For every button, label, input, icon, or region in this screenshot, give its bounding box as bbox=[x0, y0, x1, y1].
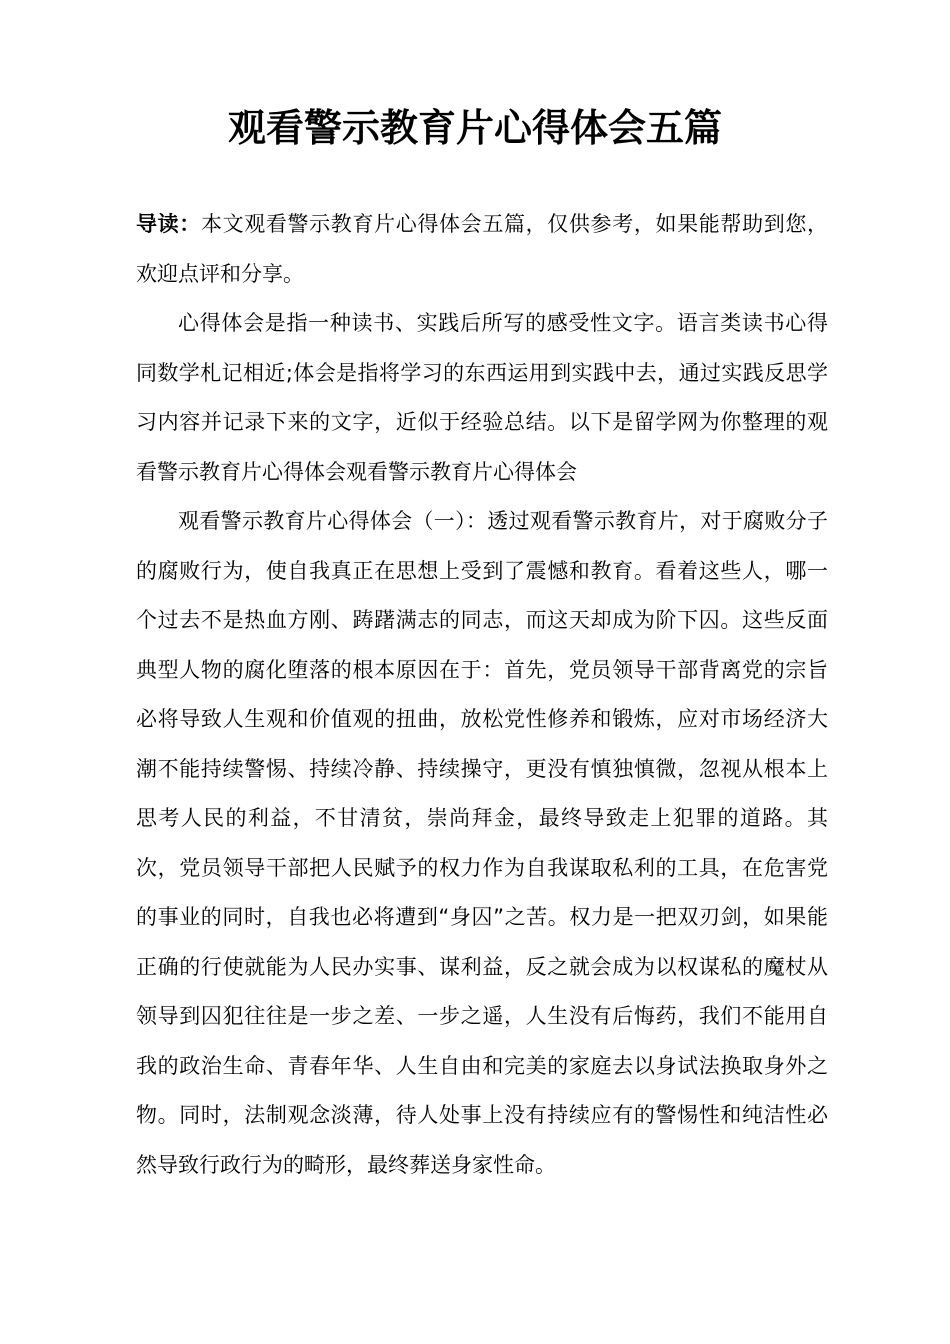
document-title: 观看警示教育片心得体会五篇 bbox=[227, 106, 722, 150]
paragraph-part-one: 观看警示教育片心得体会（一）：透过观看警示教育片，对于腐败分子的腐败行为，使自我真正在思想上受到了震憾和教育。看着这些人，哪一个过去不是热血方刚、踌躇满志的同志，而这天却成为阶下囚。这些反面典型人物的腐化堕落的根本原因在于：首先，党员领导干部背离党的宗旨必将导致人生观和价值观的扭曲，放松党性修养和锻炼，应对市场经济大潮不能持续警惕、持续冷静、持续操守，更没有慎独慎微，忽视从根本上思考人民的利益，不甘清贫，崇尚拜金，最终导致走上犯罪的道路。其次，党员领导干部把人民赋予的权力作为自我谋取私利的工具，在危害党的事业的同时，自我也必将遭到“身囚”之苦。权力是一把双刃剑，如果能正确的行使就能为人民办实事、谋利益，反之就会成为以权谋私的魔杖从领导到囚犯往往是一步之差、一步之遥，人生没有后悔药，我们不能用自我的政治生命、青春年华、人生自由和完美的家庭去以身试法换取身外之物。同时，法制观念淡薄，待人处事上没有持续应有的警惕性和纯洁性必然导致行政行为的畸形，最终葬送身家性命。 bbox=[136, 509, 828, 1177]
lead-text: 本文观看警示教育片心得体会五篇，仅供参考，如果能帮助到您，欢迎点评和分享。 bbox=[136, 212, 828, 286]
lead-label: 导读： bbox=[136, 212, 201, 236]
lead-paragraph bbox=[136, 200, 828, 299]
paragraph-intro: 心得体会是指一种读书、实践后所写的感受性文字。语言类读书心得同数学札记相近;体会是指将学习的东西运用到实践中去，通过实践反思学习内容并记录下来的文字，近似于经验总结。以下是留学网为你整理的观看警示教育片心得体会观看警示教育片心得体会 bbox=[136, 311, 828, 484]
document-body bbox=[136, 200, 828, 1190]
